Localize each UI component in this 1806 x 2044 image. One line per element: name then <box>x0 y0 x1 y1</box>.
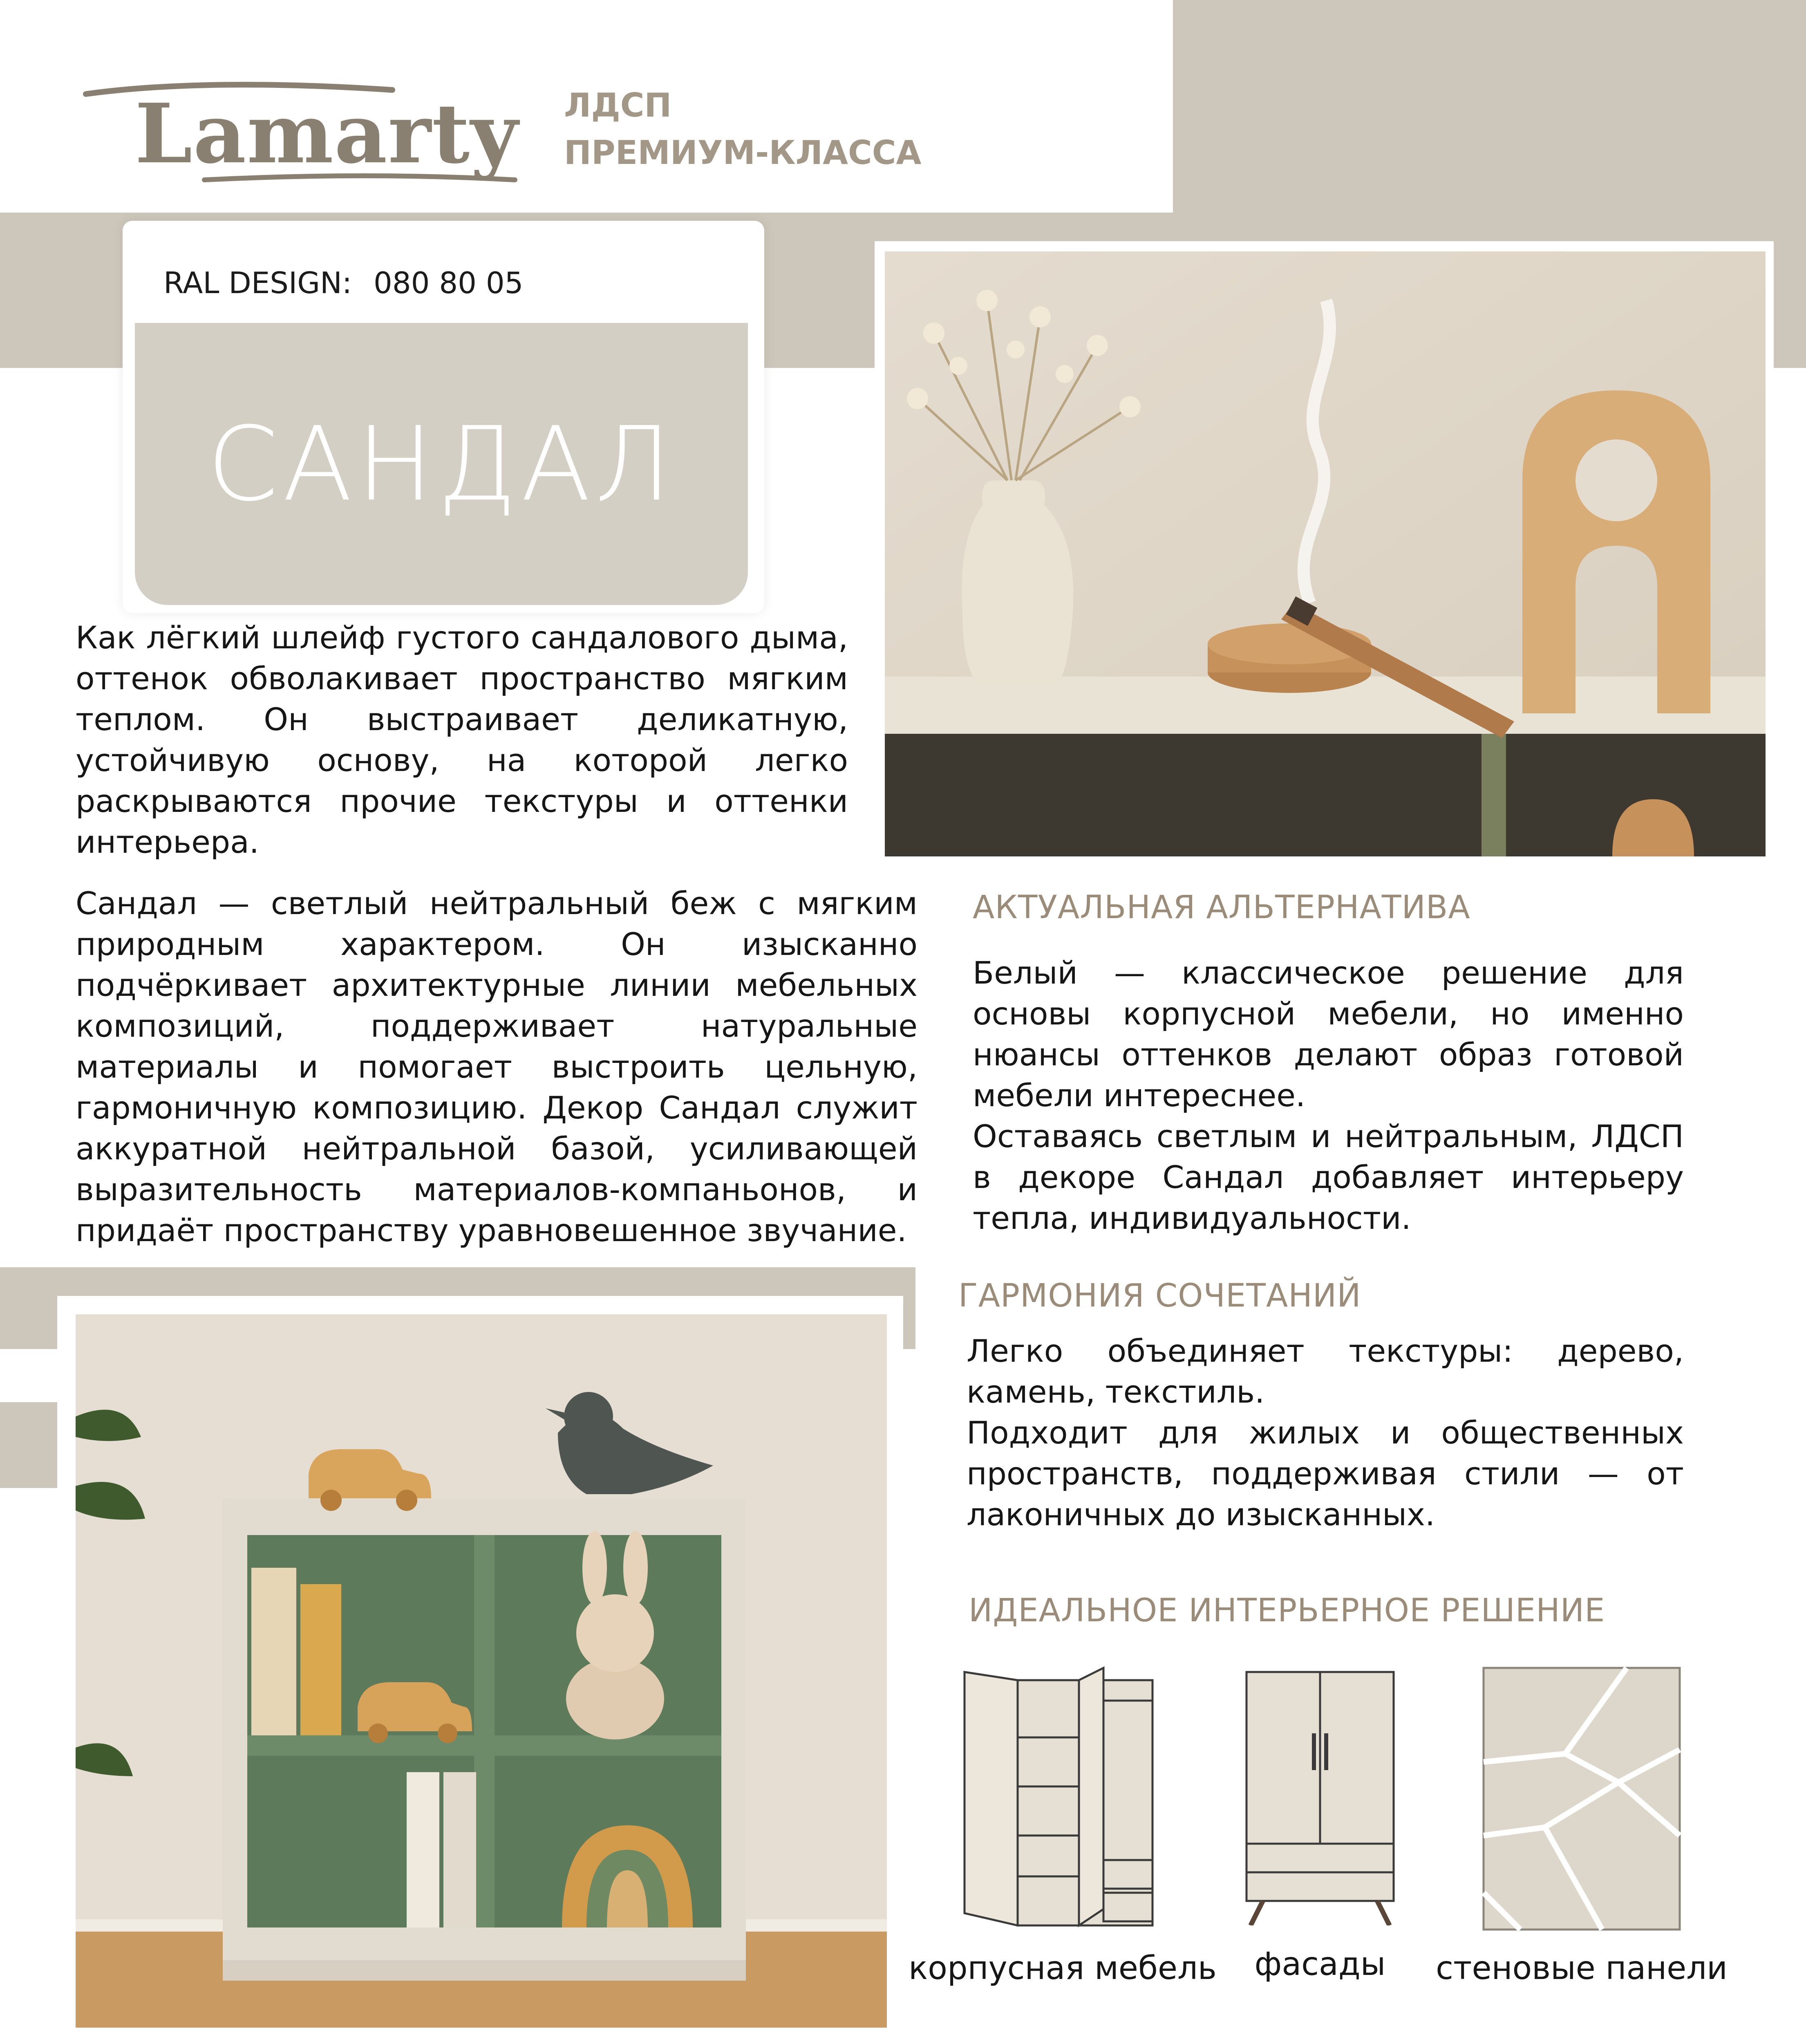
ral-label-text: RAL DESIGN: <box>163 266 352 300</box>
color-swatch <box>135 323 748 605</box>
solution-item-panels <box>1436 1664 1728 1999</box>
shelf-photo <box>76 1314 887 2028</box>
harmony-block <box>967 1331 1684 1535</box>
swatch-card <box>123 221 764 613</box>
logo-text: Lamarty <box>135 86 519 182</box>
tagline-line1: ЛДСП <box>564 86 672 124</box>
harmony-heading: ГАРМОНИЯ СОЧЕТАНИЙ <box>958 1278 1361 1314</box>
solution-label-corpus: корпусная мебель <box>909 1950 1217 1987</box>
brand-logo <box>82 69 523 192</box>
intro-paragraph-1: Как лёгкий шлейф густого сандалового дыма, оттенок обволакивает пространство мягким теплом. Он выстраивает деликатную, устойчивую основу, на которой легко раскрываются прочие текстуры и оттенки интерьера. <box>76 619 848 860</box>
solution-label-panels: стеновые панели <box>1436 1950 1728 1987</box>
intro-block-2 <box>76 883 918 1251</box>
harmony-text-2: Подходит для жилых и общественных пространств, поддерживая стили — от лаконичных до изысканных. <box>967 1414 1684 1533</box>
solution-heading: ИДЕАЛЬНОЕ ИНТЕРЬЕРНОЕ РЕШЕНИЕ <box>969 1592 1605 1629</box>
harmony-text-1: Легко объединяет текстуры: дерево, камень, текстиль. <box>967 1333 1684 1410</box>
solution-item-corpus <box>909 1664 1217 1999</box>
top-right-band <box>1173 0 1806 213</box>
wardrobe-facade-icon <box>1238 1664 1402 1925</box>
tagline-line2: ПРЕМИУМ-КЛАССА <box>564 134 922 172</box>
decor-name: САНДАЛ <box>207 404 676 524</box>
alternative-text-2: Оставаясь светлым и нейтральным, ЛДСП в декоре Сандал добавляет интерьеру тепла, индивидуальности. <box>973 1118 1684 1236</box>
still-life-photo <box>885 251 1766 856</box>
alternative-heading: АКТУАЛЬНАЯ АЛЬТЕРНАТИВА <box>973 889 1470 926</box>
brand-tagline <box>564 82 921 177</box>
wall-panel-icon <box>1479 1664 1684 1934</box>
alternative-text-1: Белый — классическое решение для основы корпусной мебели, но именно нюансы оттенков делают образ готовой мебели интереснее. <box>973 955 1684 1114</box>
ral-code: 080 80 05 <box>374 266 524 300</box>
solution-item-facades <box>1238 1664 1402 1999</box>
solution-label-facades: фасады <box>1254 1946 1386 1983</box>
left-mid-band-2 <box>0 1402 57 1488</box>
ral-label <box>163 266 523 300</box>
intro-paragraph-2: Сандал — светлый нейтральный беж с мягким природным характером. Он изысканно подчёркивает архитектурные линии мебельных композиций, поддерживает натуральные материалы и помогает выстроить цельную, гармоничную композицию. Декор Сандал служит аккуратной нейтральной базой, усиливающей выразительность материалов-компаньонов, и придаёт пространству уравновешенное звучание. <box>76 885 918 1248</box>
intro-block <box>76 617 848 863</box>
open-wardrobe-icon <box>956 1664 1165 1930</box>
alternative-block <box>973 953 1684 1239</box>
